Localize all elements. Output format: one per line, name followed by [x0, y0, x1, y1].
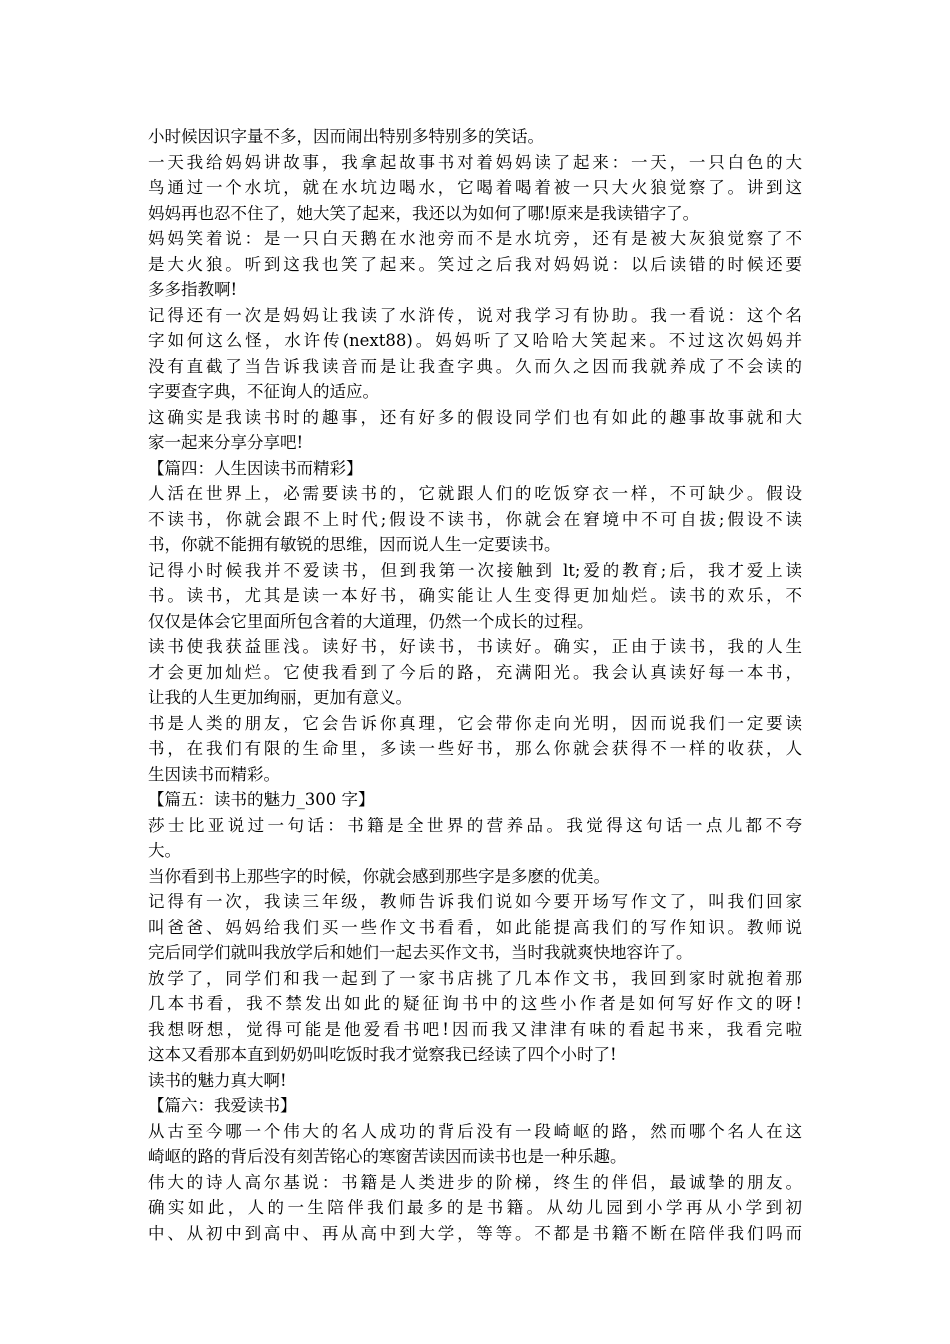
text-line: 鸟通过一个水坑，就在水坑边喝水，它喝着喝着被一只大火狼觉察了。讲到这: [148, 178, 802, 197]
text-line: 伟大的诗人高尔基说：书籍是人类进步的阶梯，终生的伴侣，最诚挚的朋友。: [148, 1172, 802, 1192]
text-line: 人活在世界上，必需要读书的，它就跟人们的吃饭穿衣一样，不可缺少。假设: [148, 484, 802, 503]
text-line: 记得有一次，我读三年级，教师告诉我们说如今要开场写作文了，叫我们回家: [148, 892, 802, 911]
text-line: 书。读书，尤其是读一本好书，确实能让人生变得更加灿烂。读书的欢乐，不: [148, 586, 802, 605]
text-line: 让我的人生更加绚丽，更加有意义。: [148, 688, 412, 707]
text-line: 读书的魅力真大啊!: [148, 1070, 287, 1090]
text-line: 记得还有一次是妈妈让我读了水浒传，说对我学习有协助。我一看说：这个名: [148, 305, 802, 325]
text-line: 是大火狼。听到这我也笑了起来。笑过之后我对妈妈说：以后读错的时候还要: [148, 254, 802, 274]
text-line: 多多指教啊!: [148, 280, 238, 299]
text-line: 当你看到书上那些字的时候，你就会感到那些字是多麽的优美。: [148, 866, 610, 886]
text-line: 家一起来分享分享吧!: [148, 433, 304, 452]
text-line: 叫爸爸、妈妈给我们买一些作文书看看，如此能提高我们的写作知识。教师说: [148, 917, 802, 937]
text-line: 不读书，你就会跟不上时代;假设不读书，你就会在窘境中不可自拔;假设不读: [148, 509, 802, 529]
text-line: 生因读书而精彩。: [148, 764, 280, 784]
text-line: 仅仅是体会它里面所包含着的大道理，仍然一个成长的过程。: [148, 611, 594, 631]
text-line: 确实如此，人的一生陪伴我们最多的是书籍。从幼儿园到小学再从小学到初: [148, 1198, 802, 1217]
text-line: 书，你就不能拥有敏锐的思维，因而说人生一定要读书。: [148, 535, 561, 554]
text-line: 字如何这么怪，水许传(next88)。妈妈听了又哈哈大笑起来。不过这次妈妈并: [148, 331, 802, 350]
text-line: 几本书看，我不禁发出如此的疑征询书中的这些小作者是如何写好作文的呀!: [148, 994, 802, 1013]
section-heading: 【篇六：我爱读书】: [148, 1096, 297, 1115]
text-line: 才会更加灿烂。它使我看到了今后的路，充满阳光。我会认真读好每一本书，: [148, 662, 802, 682]
text-line: 书，在我们有限的生命里，多读一些好书，那么你就会获得不一样的收获，人: [148, 739, 802, 758]
text-line: 读书使我获益匪浅。读好书，好读书，书读好。确实，正由于读书，我的人生: [148, 637, 802, 656]
text-line: 中、从初中到高中、再从高中到大学，等等。不都是书籍不断在陪伴我们吗而: [148, 1223, 802, 1243]
text-line: 这确实是我读书时的趣事，还有好多的假设同学们也有如此的趣事故事就和大: [148, 407, 802, 427]
document-page: [148, 124, 802, 1246]
text-line: 放学了，同学们和我一起到了一家书店挑了几本作文书，我回到家时就抱着那: [148, 968, 802, 988]
text-line: 字要查字典，不征询人的适应。: [148, 382, 379, 401]
text-line: 崎岖的路的背后没有刻苦铭心的寒窗苦读因而读书也是一种乐趣。: [148, 1147, 627, 1166]
text-line: 妈妈再也忍不住了，她大笑了起来，我还以为如何了哪!原来是我读错字了。: [148, 203, 700, 223]
text-line: 从古至今哪一个伟大的名人成功的背后没有一段崎岖的路，然而哪个名人在这: [148, 1121, 802, 1141]
text-line: 没有直截了当告诉我读音而是让我查字典。久而久之因而我就养成了不会读的: [148, 356, 802, 376]
text-line: 小时候因识字量不多，因而闹出特别多特别多的笑话。: [148, 127, 544, 146]
text-line: 我想呀想，觉得可能是他爱看书吧!因而我又津津有味的看起书来，我看完啦: [148, 1019, 802, 1039]
text-line: 一天我给妈妈讲故事，我拿起故事书对着妈妈读了起来：一天，一只白色的大: [148, 152, 802, 172]
text-line: 这本又看那本直到奶奶叫吃饭时我才觉察我已经读了四个小时了!: [148, 1045, 617, 1064]
text-line: 莎士比亚说过一句话：书籍是全世界的营养品。我觉得这句话一点儿都不夸: [148, 815, 802, 835]
section-heading: 【篇四：人生因读书而精彩】: [148, 458, 363, 478]
text-line: 书是人类的朋友，它会告诉你真理，它会带你走向光明，因而说我们一定要读: [148, 713, 802, 733]
section-heading: 【篇五：读书的魅力_300 字】: [148, 790, 375, 809]
text-line: 完后同学们就叫我放学后和她们一起去买作文书，当时我就爽快地容许了。: [148, 943, 693, 962]
text-line: 记得小时候我并不爱读书，但到我第一次接触到 lt;爱的教育;后，我才爱上读: [148, 560, 802, 580]
text-line: 妈妈笑着说：是一只白天鹅在水池旁而不是水坑旁，还有是被大灰狼觉察了不: [148, 229, 802, 248]
text-line: 大。: [148, 841, 181, 860]
